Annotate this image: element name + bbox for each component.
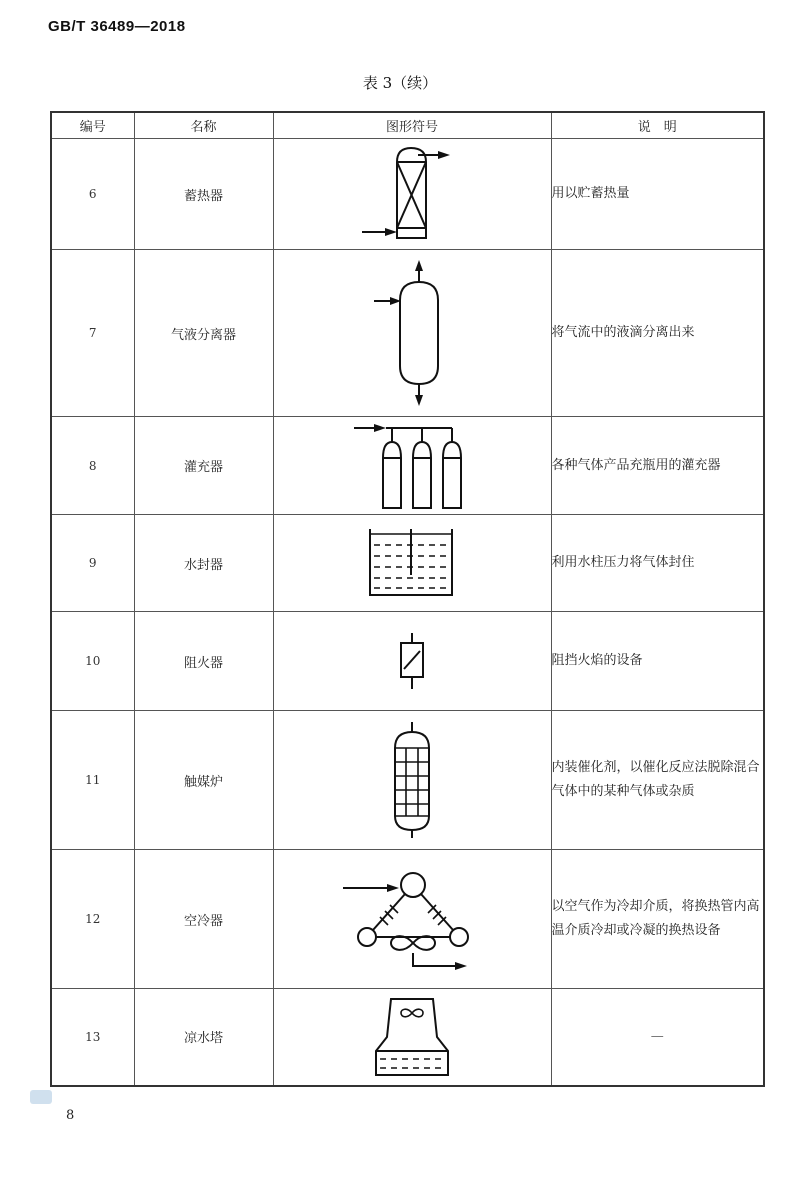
- water-seal-icon: [352, 523, 472, 603]
- row-description: 用以贮蓄热量: [551, 139, 764, 250]
- row-number: 6: [51, 139, 134, 250]
- row-description: —: [551, 989, 764, 1086]
- row-description: 各种气体产品充瓶用的灌充器: [551, 417, 764, 515]
- air-cooler-icon: [337, 860, 487, 978]
- flame-arrester-icon: [382, 631, 442, 691]
- row-name: 空冷器: [134, 850, 273, 989]
- sac-logo-watermark: [30, 1090, 52, 1104]
- column-header-symbol: 图形符号: [273, 112, 551, 139]
- table-row: [51, 989, 764, 1086]
- row-number: 9: [51, 515, 134, 612]
- gas-liquid-separator-icon: [352, 258, 472, 408]
- heat-accumulator-icon: [352, 142, 472, 246]
- row-description: 内装催化剂，以催化反应法脱除混合气体中的某种气体或杂质: [551, 711, 764, 850]
- row-description: 以空气作为冷却介质，将换热管内高温介质冷却或冷凝的换热设备: [551, 850, 764, 989]
- table-row: [51, 850, 764, 989]
- row-number: 13: [51, 989, 134, 1086]
- row-name: 气液分离器: [134, 250, 273, 417]
- table-header-row: [51, 112, 764, 139]
- row-name: 阻火器: [134, 612, 273, 711]
- table-row: [51, 612, 764, 711]
- filling-device-icon: [352, 420, 472, 512]
- column-header-name: 名称: [134, 112, 273, 139]
- catalyst-furnace-icon: [382, 720, 442, 840]
- table-row: [51, 711, 764, 850]
- table-row: [51, 417, 764, 515]
- table-row: [51, 515, 764, 612]
- row-number: 11: [51, 711, 134, 850]
- row-number: 10: [51, 612, 134, 711]
- row-description: 利用水柱压力将气体封住: [551, 515, 764, 612]
- row-description: 阻挡火焰的设备: [551, 612, 764, 711]
- row-number: 8: [51, 417, 134, 515]
- row-number: 12: [51, 850, 134, 989]
- row-name: 蓄热器: [134, 139, 273, 250]
- row-name: 灌充器: [134, 417, 273, 515]
- column-header-number: 编号: [51, 112, 134, 139]
- table-title: 表 3（续）: [362, 74, 438, 92]
- row-name: 水封器: [134, 515, 273, 612]
- column-header-description: 说 明: [551, 112, 764, 139]
- standard-code: GB/T 36489—2018: [48, 18, 186, 35]
- row-name: 触媒炉: [134, 711, 273, 850]
- cooling-tower-icon: [362, 993, 462, 1081]
- page-number: 8: [66, 1108, 75, 1123]
- table-row: [51, 250, 764, 417]
- row-name: 凉水塔: [134, 989, 273, 1086]
- table-row: [51, 139, 764, 250]
- row-number: 7: [51, 250, 134, 417]
- row-description: 将气流中的液滴分离出来: [551, 250, 764, 417]
- symbol-table: [50, 111, 765, 1087]
